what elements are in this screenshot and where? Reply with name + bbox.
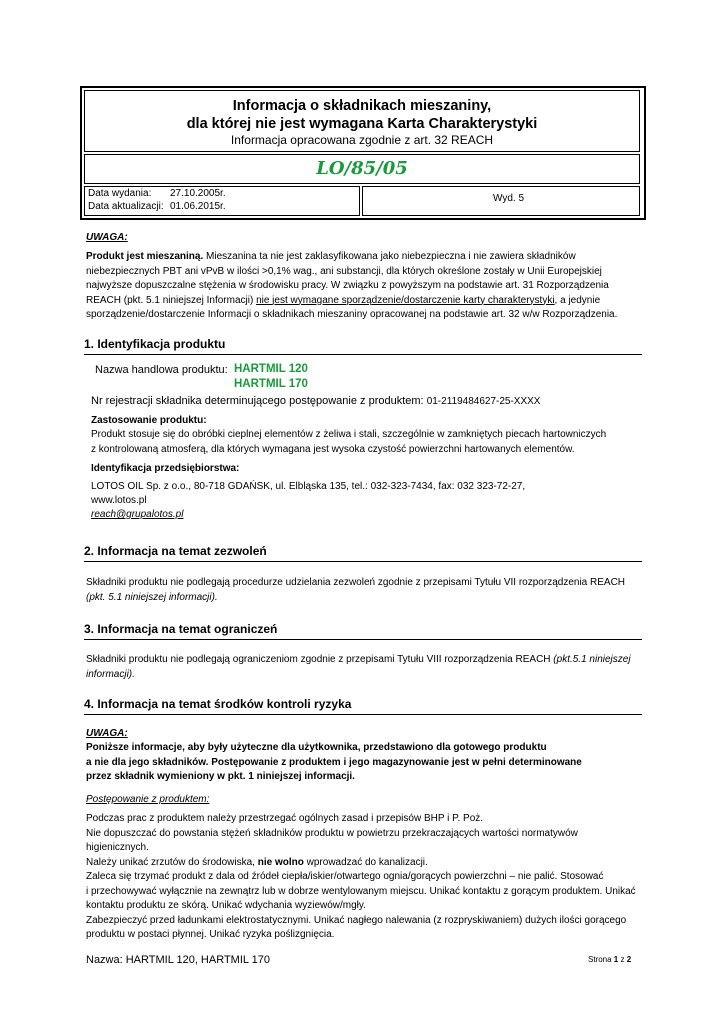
section-4-notice-line-1: Poniższe informacje, aby były użyteczne dla użytkownika, przedstawiono dla gotowego produktu	[86, 742, 547, 753]
section-3-heading: 3. Informacja na temat ograniczeń	[84, 622, 642, 640]
section-3-line-1	[86, 653, 642, 668]
title-line-2: dla której nie jest wymagana Karta Charakterystyki	[186, 116, 538, 132]
section-3-paragraph	[86, 653, 642, 682]
document-header	[80, 86, 646, 220]
notice-line-3: najwyższe dopuszczalne stężenia w środowisku pracy. W związku z powyższym na podstawie art. 31 Rozporządzenia	[86, 280, 609, 291]
use-label: Zastosowanie produktu:	[91, 415, 207, 426]
notice-paragraph	[86, 250, 642, 323]
issue-date-value: 27.10.2005r.	[170, 188, 226, 199]
notice-line-4	[86, 294, 642, 309]
notice-bold-lead: Produkt jest mieszaniną.	[86, 251, 204, 262]
company-website[interactable]: www.lotos.pl	[91, 495, 147, 506]
section-3-line-2: informacji).	[86, 668, 135, 680]
notice-line-1	[86, 250, 642, 265]
use-line-2: z kontrolowaną atmosferą, dla których wymagana jest wysoka czystość powierzchni hartowanych elementów.	[91, 443, 575, 455]
section-2-line-1: Składniki produktu nie podlegają procedurze udzielania zezwoleń zgodnie z przepisami Tytułu VII rozporządzenia REACH	[86, 577, 626, 588]
footer-product-name: Nazwa: HARTMIL 120, HARTMIL 170	[86, 954, 271, 966]
version-box	[362, 186, 640, 216]
trade-name-label: Nazwa handlowa produktu:	[95, 364, 228, 376]
update-date-value: 01.06.2015r.	[170, 201, 226, 212]
registration-row	[91, 394, 540, 410]
section-4-notice-line-3: przez składnik wymieniony w pkt. 1 niniejszej informacji.	[86, 771, 355, 782]
section-4-notice-line-2: a nie dla jego składników. Postępowanie z produktem i jego magazynowanie jest w pełni determinowane	[86, 756, 582, 768]
subtitle: Informacja opracowana zgodnie z art. 32 REACH	[230, 133, 494, 147]
handling-p3-bold: nie wolno	[257, 856, 304, 868]
handling-paragraph	[86, 812, 642, 943]
company-email[interactable]: reach@grupalotos.pl	[91, 509, 184, 520]
footer-page-number	[588, 955, 631, 964]
notice-line-1-text: Mieszanina ta nie jest zaklasyfikowana jako niebezpieczna i nie zawiera składników	[203, 251, 576, 262]
handling-p3-post: wprowadzać do kanalizacji.	[303, 856, 428, 868]
page-current: 1	[613, 955, 619, 964]
use-line-1: Produkt stosuje się do obróbki cieplnej elementów z żeliwa i stali, szczególnie w zamkniętych piecach hartowniczych	[91, 429, 607, 440]
handling-p1: Podczas prac z produktem należy przestrzegać ogólnych zasad i przepisów BHP i P. Poż.	[86, 813, 484, 824]
notice-line-4-pre: REACH (pkt. 5.1 niniejszej Informacji)	[86, 294, 257, 306]
handling-p3-pre: Należy unikać zrzutów do środowiska,	[86, 856, 258, 868]
update-date-label: Data aktualizacji:	[88, 201, 164, 212]
handling-p2: Nie dopuszczać do powstania stężeń składników produktu w powietrzu przekraczających wartości normatywów higienicznych.	[86, 827, 578, 853]
title-line-1: Informacja o składnikach mieszaniny,	[232, 98, 492, 114]
handling-p5-line-2: produktu w postaci płynnej. Unikać ryzyka poślizgnięcia.	[86, 929, 335, 940]
handling-p3	[86, 856, 642, 871]
update-date-row	[88, 201, 226, 212]
section-3-line-1-text: Składniki produktu nie podlegają ograniczeniom zgodnie z przepisami Tytułu VIII rozporządzenia REACH	[86, 654, 554, 665]
header-title-box	[84, 90, 640, 152]
document-code-box	[84, 154, 640, 184]
version-label: Wyd. 5	[493, 193, 525, 204]
section-1-heading: 1. Identyfikacja produktu	[84, 337, 642, 355]
handling-p4-line-1: Zaleca się trzymać produkt z dala od źródeł ciepła/iskier/otwartego ognia/gorących powierzchni – nie palić. Stosować	[86, 871, 604, 882]
notice-line-4-post: , a jedynie	[554, 294, 601, 306]
company-address: LOTOS OIL Sp. z o.o., 80-718 GDAŃSK, ul. Elbląska 135, tel.: 032-323-7434, fax: 032 323-72-27,	[91, 481, 526, 492]
section-2-heading: 2. Informacja na temat zezwoleń	[84, 544, 642, 562]
notice-line-2: niebezpiecznych PBT ani vPvB w ilości >0,1% wag., ani substancji, dla których określone zostały w Unii Europejskiej	[86, 265, 602, 277]
handling-label: Postępowanie z produktem:	[86, 794, 210, 805]
issue-date-row	[88, 188, 226, 199]
product-name-2: HARTMIL 170	[234, 378, 308, 390]
registration-number: 01-2119484627-25-XXXX	[426, 396, 541, 407]
page-total: 2	[626, 955, 632, 964]
notice-line-5: sporządzenie/dostarczenie Informacji o składnikach mieszaniny opracowanej na podstawie art. 32 w/w Rozporządzenia.	[86, 309, 618, 320]
section-4-notice	[86, 741, 642, 785]
dates-box	[84, 186, 360, 216]
section-3-line-1-italic: (pkt.5.1 niniejszej	[553, 654, 631, 665]
section-2-line-2: (pkt. 5.1 niniejszej informacji).	[86, 591, 218, 603]
use-paragraph	[91, 428, 642, 457]
issue-date-label: Data wydania:	[88, 188, 152, 199]
document-code: LO/85/05	[316, 158, 408, 179]
product-name-1: HARTMIL 120	[234, 363, 308, 375]
handling-p5-line-1: Zabezpieczyć przed ładunkami elektrostatycznymi. Unikać nagłego nalewania (z rozpryskiwaniem) dużych ilości gorącego	[86, 914, 627, 926]
registration-label: Nr rejestracji składnika determinującego postępowanie z produktem:	[91, 395, 424, 407]
notice-label: UWAGA:	[86, 232, 128, 243]
company-label: Identyfikacja przedsiębiorstwa:	[91, 463, 240, 474]
section-4-heading: 4. Informacja na temat środków kontroli ryzyka	[84, 697, 642, 715]
notice-line-4-underlined: nie jest wymagane sporządzenie/dostarczenie karty charakterystyki	[256, 294, 555, 306]
section-2-paragraph	[86, 576, 642, 605]
section-4-notice-label: UWAGA:	[86, 728, 128, 739]
handling-p4-line-3: kontaktu produktu ze skórą. Unikać wdychania wyziewów/mgły.	[86, 900, 366, 911]
handling-p4-line-2: i przechowywać wyłącznie na zewnątrz lub w dobrze wentylowanym miejscu. Unikać kontaktu z gorącym produktem. Unikać	[86, 885, 636, 897]
page-label: Strona	[588, 955, 614, 964]
page-separator: z	[618, 955, 627, 964]
